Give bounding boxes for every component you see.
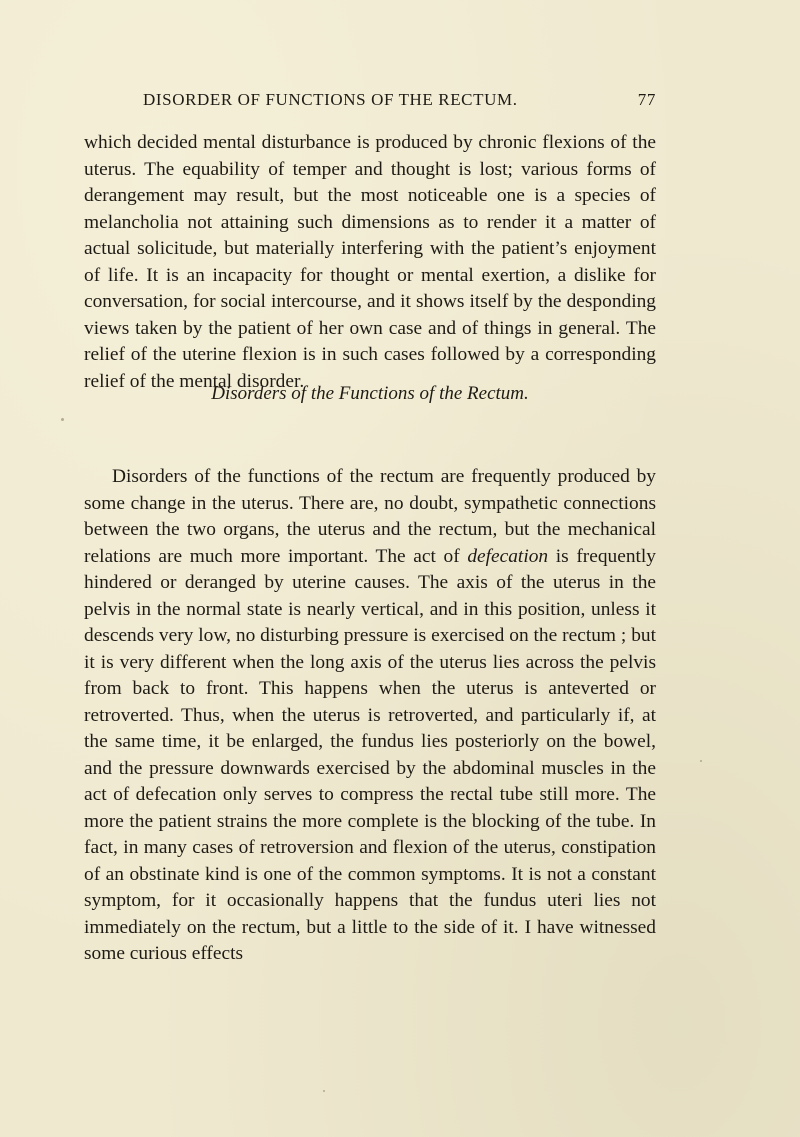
paragraph-2	[84, 464, 656, 968]
page-number: 77	[637, 90, 656, 109]
paragraph-2-emphasis: defecation	[467, 545, 549, 567]
paragraph-2-text-a: Disorders of the functions of the rectum are frequently produced by some change in the uterus. There are, no doubt, sympathetic connections between the two organs, the uterus and the rectum, but the mechanical relations are much more important. The act of	[84, 466, 656, 567]
running-head	[143, 90, 656, 114]
print-speck	[700, 760, 702, 762]
print-speck	[323, 1090, 325, 1092]
paragraph-1: which decided mental disturbance is produced by chronic flexions of the uterus. The equability of temper and thought is lost; various forms of derangement may result, but the most noticeable one is a species of melancholia not attaining such dimensions as to render it a matter of actual solicitude, but materially interfering with the patient’s enjoyment of life. It is an incapacity for thought or mental exertion, a dislike for conversation, for social intercourse, and it shows itself by the desponding views taken by the patient of her own case and of things in general. The relief of the uterine flexion is in such cases followed by a corresponding relief of the mental disorder.	[84, 132, 656, 392]
paragraph-2-text-b: is frequently hindered or deranged by uterine causes. The axis of the uterus in the pelvis in the normal state is nearly vertical, and in this position, unless it descends very low, no disturbing pressure is exercised on the rectum ; but it is very different when the long axis of the uterus lies across the pelvis from back to front. This happens when the uterus is anteverted or retroverted. Thus, when the uterus is retroverted, and particularly if, at the same time, it be enlarged, the fundus lies posteriorly on the bowel, and the pressure downwards exercised by the abdominal muscles in the act of defecation only serves to compress the rectal tube still more. The more the patient strains the more complete is the blocking of the tube. In fact, in many cases of retroversion and flexion of the uterus, constipation of an obstinate kind is one of the common symptoms. It is not a constant symptom, for it occasionally happens that the fundus uteri lies not immediately on the rectum, but a little to the side of it. I have witnessed some curious effects	[84, 545, 657, 964]
running-head-title: DISORDER OF FUNCTIONS OF THE RECTUM.	[143, 90, 518, 109]
print-speck	[61, 418, 64, 421]
section-heading: Disorders of the Functions of the Rectum.	[211, 383, 529, 404]
